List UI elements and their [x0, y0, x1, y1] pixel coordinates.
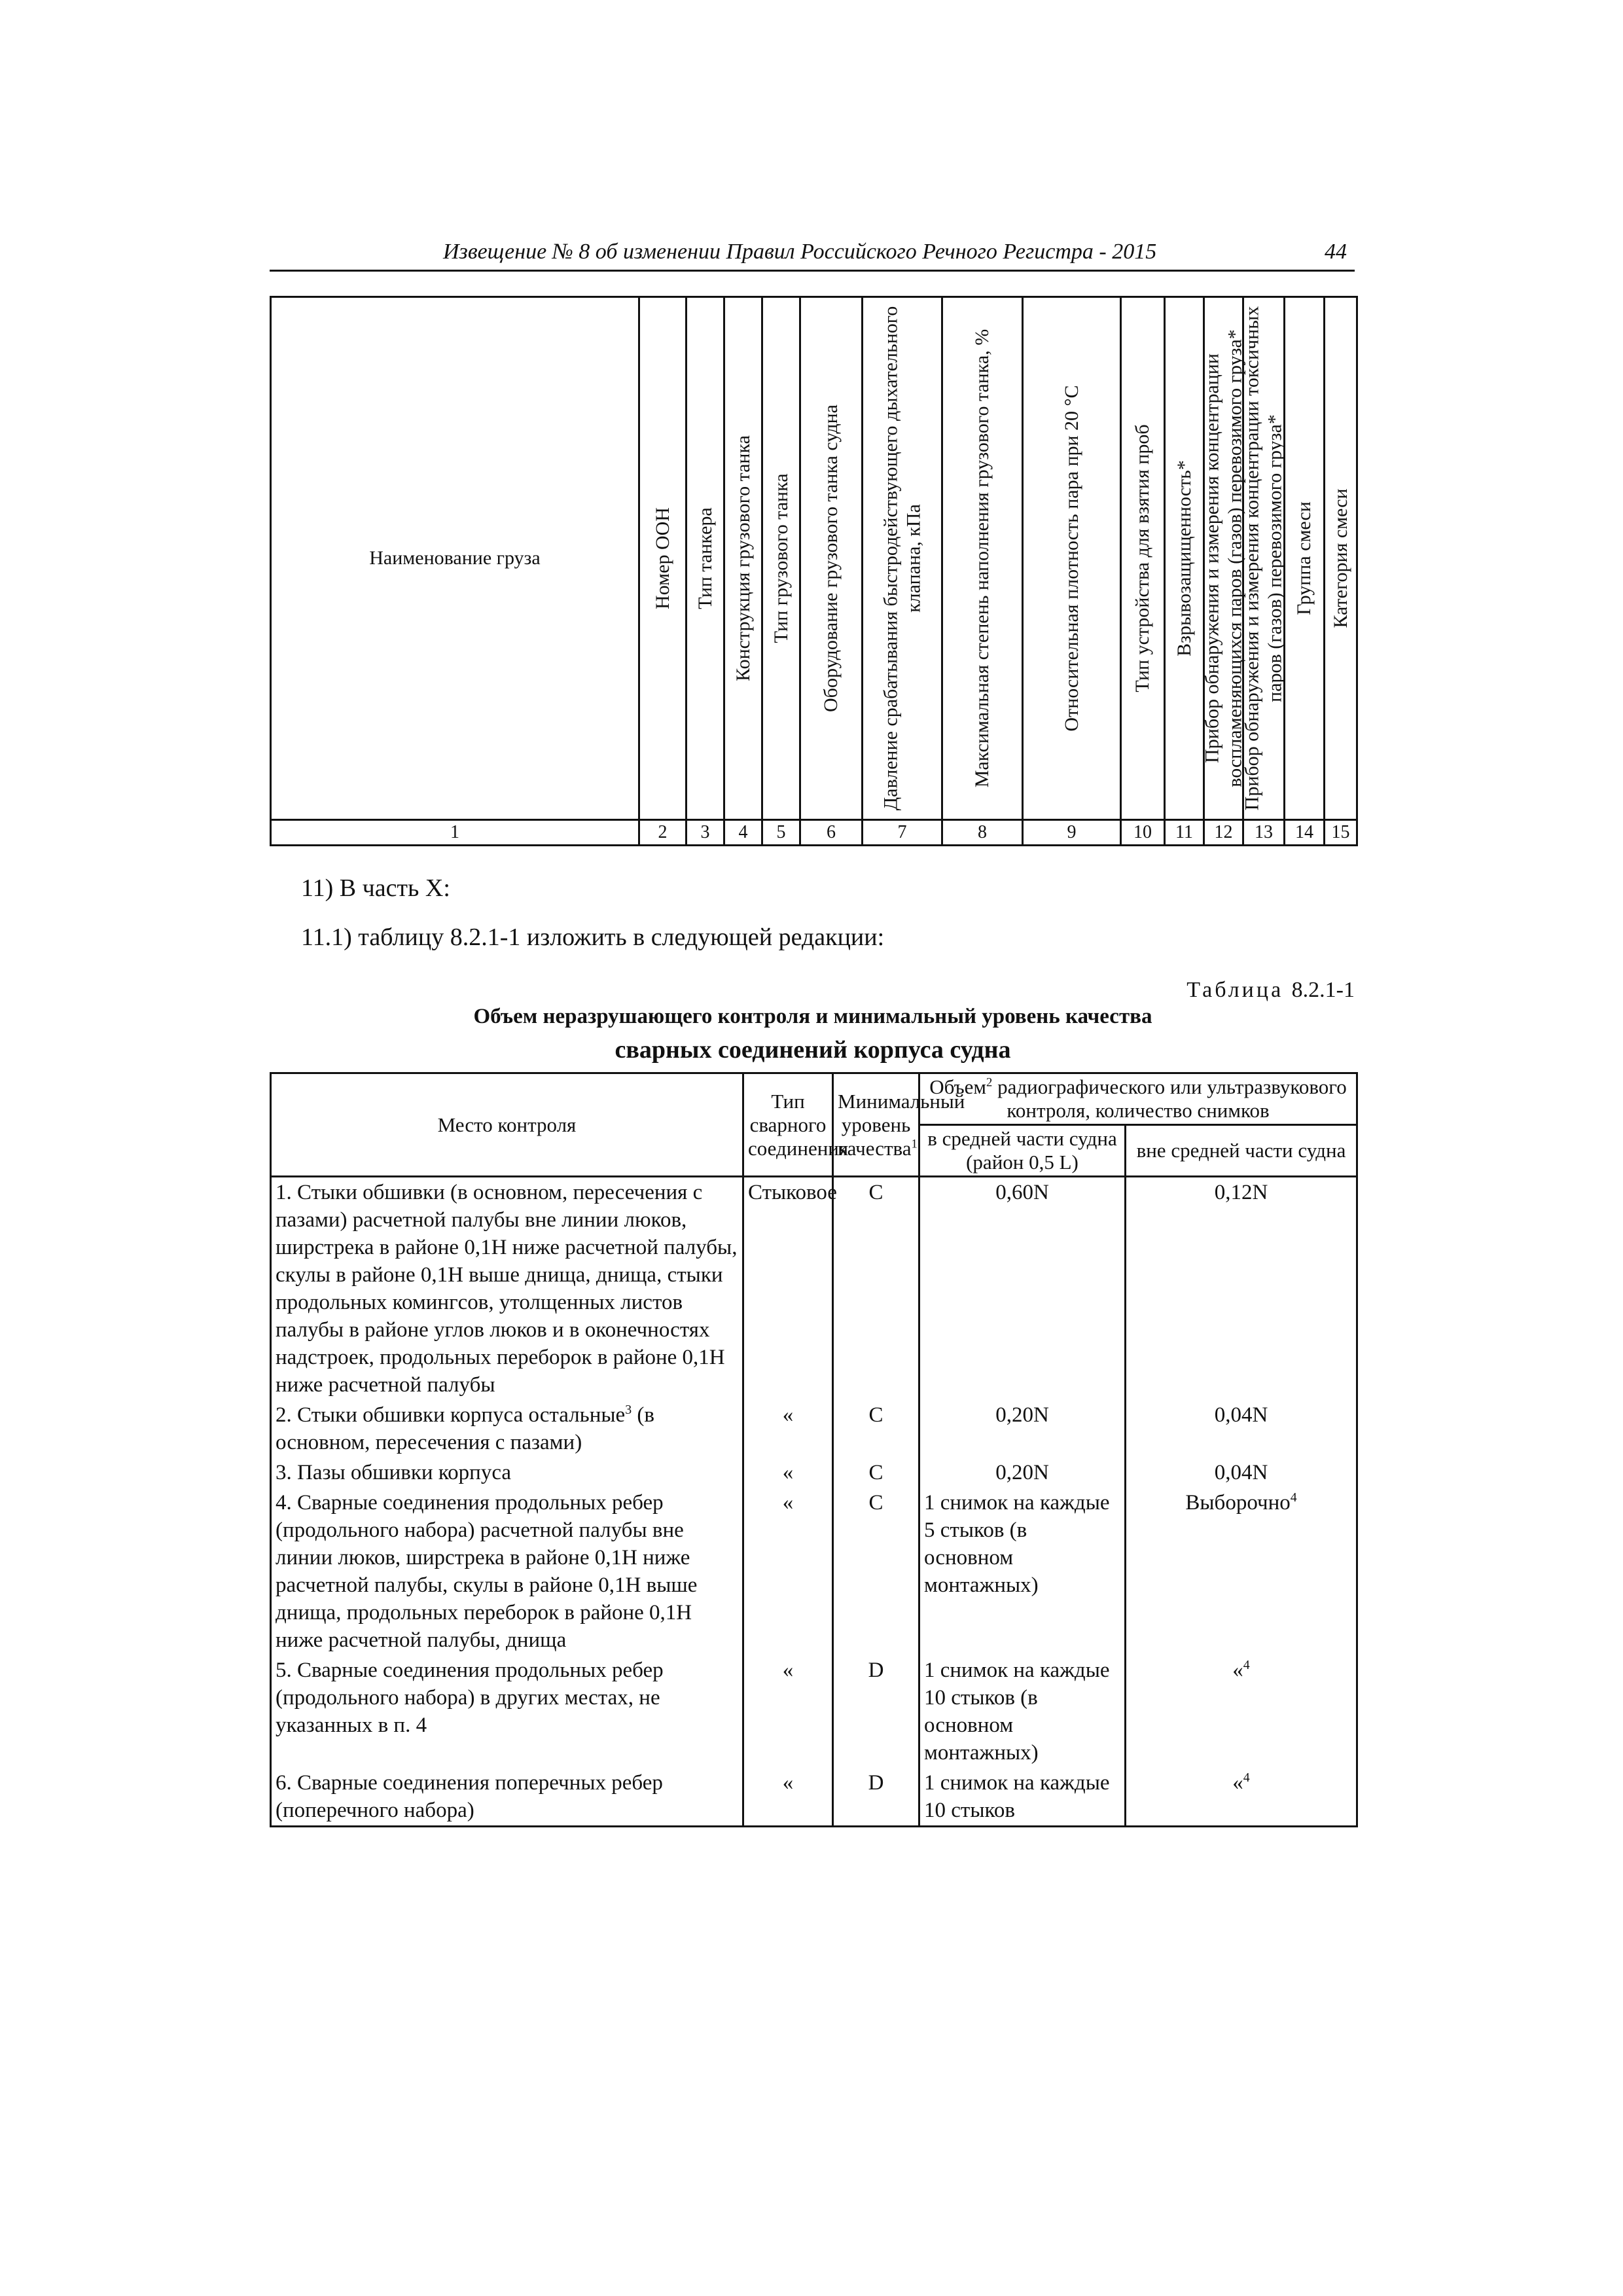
- table-row: [271, 1400, 1357, 1458]
- row-weld-type: «: [743, 1488, 833, 1655]
- row-weld-type: Стыковое: [743, 1177, 833, 1401]
- table-caption: [1186, 978, 1355, 1003]
- ndt-table: [270, 1072, 1358, 1827]
- table-row: [271, 1768, 1357, 1827]
- table-title-line-1: Объем неразрушающего контроля и минимальный уровень качества: [473, 1005, 1152, 1028]
- row-outside: «$^4$: [1126, 1768, 1357, 1827]
- column-number: 8: [942, 820, 1023, 846]
- column-header-mixture-group: Группа смеси: [1285, 297, 1325, 820]
- column-header-tank-type: Тип грузового танка: [762, 297, 800, 820]
- column-header-flammable-detector: Прибор обнаружения и измерения концентрации воспламеняющихся паров (газов) перевозимого груза*: [1204, 297, 1243, 820]
- row-weld-type: «: [743, 1458, 833, 1488]
- row-quality: D: [833, 1768, 919, 1827]
- column-number: 3: [687, 820, 724, 846]
- row-outside: 0,12N: [1126, 1177, 1357, 1401]
- row-mid: 1 снимок на каждые 10 стыков: [919, 1768, 1126, 1827]
- column-header-tanker-type: Тип танкера: [687, 297, 724, 820]
- column-header-sampling-device: Тип устройства для взятия проб: [1121, 297, 1165, 820]
- column-header-valve-pressure: Давление срабатывания быстродействующего дыхательного клапана, кПа: [863, 297, 942, 820]
- column-number: 14: [1285, 820, 1325, 846]
- row-weld-type: «: [743, 1400, 833, 1458]
- row-place: 1. Стыки обшивки (в основном, пересечения с пазами) расчетной палубы вне линии люков, ширстрека в районе 0,1H ниже расчетной палубы, скулы в районе 0,1H выше днища, днища, стыки продольных комингсов, утолщенных листов палубы в районе углов люков и в оконечностях надстроек, продольных переборок в районе 0,1H ниже расчетной палубы: [271, 1177, 743, 1401]
- column-header-vapour-density: Относительная плотность пара при 20 °С: [1023, 297, 1121, 820]
- table-title-line-2: сварных соединений корпуса судна: [615, 1036, 1011, 1064]
- column-number: 15: [1325, 820, 1357, 846]
- table-caption-ref: 8.2.1-1: [1291, 978, 1355, 1002]
- header-volume: Объем$^2$ радиографического или ультразвукового контроля, количество снимков: [919, 1073, 1357, 1125]
- ndt-header-row: [271, 1073, 1357, 1125]
- row-place: 5. Сварные соединения продольных ребер (продольного набора) в других местах, не указанных в п. 4: [271, 1655, 743, 1768]
- section-item-11-1: 11.1) таблицу 8.2.1-1 изложить в следующей редакции:: [301, 924, 885, 951]
- row-mid: 1 снимок на каждые 5 стыков (в основном монтажных): [919, 1488, 1126, 1655]
- header-mid-part: в средней части судна (район 0,5 L): [919, 1125, 1126, 1177]
- row-outside: Выборочно$^4$: [1126, 1488, 1357, 1655]
- column-number: 6: [800, 820, 863, 846]
- column-header-tank-design: Конструкция грузового танка: [724, 297, 762, 820]
- column-header-explosion-protection: Взрывозащищенность*: [1165, 297, 1204, 820]
- row-outside: 0,04N: [1126, 1458, 1357, 1488]
- cargo-table-header: [270, 296, 1358, 846]
- table-row: [271, 1488, 1357, 1655]
- row-quality: C: [833, 1488, 919, 1655]
- column-header-tank-equipment: Оборудование грузового танка судна: [800, 297, 863, 820]
- table-row: [271, 1177, 1357, 1401]
- row-quality: C: [833, 1400, 919, 1458]
- row-quality: D: [833, 1655, 919, 1768]
- column-number: 10: [1121, 820, 1165, 846]
- row-weld-type: «: [743, 1655, 833, 1768]
- table-row: [271, 1458, 1357, 1488]
- row-outside: «$^4$: [1126, 1655, 1357, 1768]
- column-header-max-filling: Максимальная степень наполнения грузового танка, %: [942, 297, 1023, 820]
- column-number-row: [271, 820, 1357, 846]
- row-quality: C: [833, 1458, 919, 1488]
- row-place: 2. Стыки обшивки корпуса остальные$^3$ (в основном, пересечения с пазами): [271, 1400, 743, 1458]
- page-header: [270, 237, 1355, 272]
- row-mid: 1 снимок на каждые 10 стыков (в основном монтажных): [919, 1655, 1126, 1768]
- column-number: 7: [863, 820, 942, 846]
- column-number: 1: [271, 820, 639, 846]
- row-mid: 0,60N: [919, 1177, 1126, 1401]
- header-weld-type: Тип сварного соединения: [743, 1073, 833, 1177]
- table-caption-word: Таблица: [1186, 978, 1284, 1002]
- table-row: [271, 1655, 1357, 1768]
- page-number: 44: [1325, 240, 1347, 264]
- header-place: Место контроля: [271, 1073, 743, 1177]
- row-weld-type: «: [743, 1768, 833, 1827]
- header-title: Извещение № 8 об изменении Правил Российского Речного Регистра - 2015: [443, 240, 1157, 264]
- column-number: 11: [1165, 820, 1204, 846]
- column-number: 9: [1023, 820, 1121, 846]
- header-outside-mid: вне средней части судна: [1126, 1125, 1357, 1177]
- row-mid: 0,20N: [919, 1458, 1126, 1488]
- row-place: 3. Пазы обшивки корпуса: [271, 1458, 743, 1488]
- column-number: 12: [1204, 820, 1243, 846]
- column-header-cargo-name: Наименование груза: [271, 297, 639, 820]
- column-header-un-number: Номер ООН: [639, 297, 687, 820]
- row-place: 4. Сварные соединения продольных ребер (продольного набора) расчетной палубы вне линии люков, ширстрека в районе 0,1H ниже расчетной палубы, скулы в районе 0,1H выше днища, продольных переборок в районе 0,1H ниже расчетной палубы, днища: [271, 1488, 743, 1655]
- section-item-11: 11) В часть Х:: [301, 874, 450, 902]
- header-min-quality: Минимальный уровень качества$^1$: [833, 1073, 919, 1177]
- row-mid: 0,20N: [919, 1400, 1126, 1458]
- header-row: [271, 297, 1357, 820]
- column-header-mixture-category: Категория смеси: [1325, 297, 1357, 820]
- column-number: 5: [762, 820, 800, 846]
- column-number: 4: [724, 820, 762, 846]
- column-number: 13: [1243, 820, 1285, 846]
- row-outside: 0,04N: [1126, 1400, 1357, 1458]
- row-place: 6. Сварные соединения поперечных ребер (поперечного набора): [271, 1768, 743, 1827]
- column-number: 2: [639, 820, 687, 846]
- row-quality: C: [833, 1177, 919, 1401]
- column-header-toxic-detector: Прибор обнаружения и измерения концентрации токсичных паров (газов) перевозимого груза*: [1243, 297, 1285, 820]
